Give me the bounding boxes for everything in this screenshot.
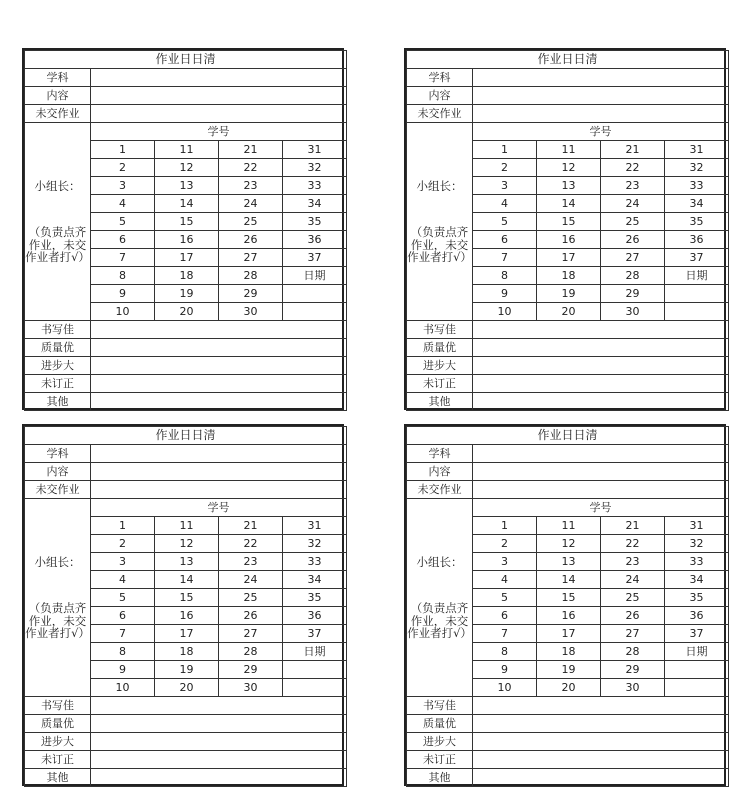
student-number: 19 bbox=[155, 661, 219, 679]
row-label: 内容 bbox=[25, 463, 91, 481]
student-number: 18 bbox=[537, 643, 601, 661]
blank-entry-cell bbox=[91, 733, 347, 751]
student-number: 4 bbox=[473, 571, 537, 589]
evaluation-row bbox=[25, 321, 347, 339]
student-number: 13 bbox=[155, 553, 219, 571]
student-number: 32 bbox=[283, 159, 347, 177]
evaluation-row bbox=[25, 769, 347, 787]
row-label: 未订正 bbox=[25, 375, 91, 393]
row-label: 书写佳 bbox=[25, 697, 91, 715]
evaluation-row bbox=[25, 751, 347, 769]
row-label: 其他 bbox=[407, 769, 473, 787]
student-number: 37 bbox=[665, 625, 729, 643]
empty-number-cell bbox=[283, 303, 347, 321]
student-number: 10 bbox=[91, 679, 155, 697]
student-number: 15 bbox=[537, 589, 601, 607]
blank-entry-cell bbox=[91, 463, 347, 481]
blank-entry-cell bbox=[473, 339, 729, 357]
group-leader-note: （负责点齐作业，未交作业者打√） bbox=[25, 601, 90, 640]
student-number: 22 bbox=[601, 535, 665, 553]
evaluation-row bbox=[407, 751, 729, 769]
sheet-title: 作业日日清 bbox=[407, 427, 729, 445]
student-number-header-row bbox=[25, 123, 347, 141]
info-row bbox=[407, 69, 729, 87]
date-label: 日期 bbox=[665, 643, 729, 661]
student-number: 33 bbox=[665, 177, 729, 195]
row-label: 进步大 bbox=[407, 733, 473, 751]
group-leader-label: 小组长： bbox=[34, 555, 81, 570]
student-number: 13 bbox=[537, 177, 601, 195]
student-number: 20 bbox=[537, 679, 601, 697]
student-number: 28 bbox=[601, 267, 665, 285]
sheet-title: 作业日日清 bbox=[25, 51, 347, 69]
student-number: 27 bbox=[219, 249, 283, 267]
student-number: 30 bbox=[601, 679, 665, 697]
info-row bbox=[407, 481, 729, 499]
blank-entry-cell bbox=[91, 769, 347, 787]
row-label: 学科 bbox=[407, 445, 473, 463]
student-number: 24 bbox=[601, 195, 665, 213]
blank-entry-cell bbox=[91, 751, 347, 769]
student-number: 7 bbox=[91, 249, 155, 267]
row-label: 内容 bbox=[407, 463, 473, 481]
student-number: 25 bbox=[601, 589, 665, 607]
student-number: 14 bbox=[537, 195, 601, 213]
student-number: 3 bbox=[473, 553, 537, 571]
homework-sheet bbox=[404, 48, 726, 410]
empty-number-cell bbox=[665, 679, 729, 697]
student-number: 11 bbox=[155, 517, 219, 535]
group-leader-label: 小组长： bbox=[416, 555, 463, 570]
blank-entry-cell bbox=[473, 105, 729, 123]
row-label: 学科 bbox=[25, 69, 91, 87]
row-label: 质量优 bbox=[407, 715, 473, 733]
student-number: 31 bbox=[283, 517, 347, 535]
student-number: 36 bbox=[283, 231, 347, 249]
student-number: 5 bbox=[473, 213, 537, 231]
blank-entry-cell bbox=[473, 769, 729, 787]
student-number: 18 bbox=[155, 643, 219, 661]
blank-entry-cell bbox=[91, 393, 347, 411]
evaluation-row bbox=[407, 357, 729, 375]
student-number: 3 bbox=[91, 177, 155, 195]
student-number: 27 bbox=[219, 625, 283, 643]
student-number: 30 bbox=[601, 303, 665, 321]
student-number: 18 bbox=[537, 267, 601, 285]
student-number: 4 bbox=[91, 571, 155, 589]
row-label: 书写佳 bbox=[407, 321, 473, 339]
student-number: 10 bbox=[91, 303, 155, 321]
row-label: 质量优 bbox=[25, 715, 91, 733]
blank-entry-cell bbox=[473, 733, 729, 751]
student-number-header: 学号 bbox=[473, 123, 729, 141]
student-number: 7 bbox=[91, 625, 155, 643]
sheet-table bbox=[406, 50, 729, 411]
student-number: 24 bbox=[219, 195, 283, 213]
student-number-header-row bbox=[25, 499, 347, 517]
student-number: 4 bbox=[473, 195, 537, 213]
student-number: 26 bbox=[219, 607, 283, 625]
student-number: 7 bbox=[473, 249, 537, 267]
row-label: 进步大 bbox=[25, 357, 91, 375]
student-number: 36 bbox=[283, 607, 347, 625]
student-number: 17 bbox=[155, 625, 219, 643]
student-number: 9 bbox=[91, 661, 155, 679]
student-number: 33 bbox=[665, 553, 729, 571]
title-row bbox=[407, 51, 729, 69]
row-label: 未交作业 bbox=[407, 105, 473, 123]
info-row bbox=[25, 69, 347, 87]
student-number: 29 bbox=[219, 661, 283, 679]
student-number: 30 bbox=[219, 679, 283, 697]
evaluation-row bbox=[407, 715, 729, 733]
student-number: 35 bbox=[283, 213, 347, 231]
evaluation-row bbox=[25, 357, 347, 375]
student-number: 23 bbox=[219, 553, 283, 571]
sheet-title: 作业日日清 bbox=[25, 427, 347, 445]
blank-entry-cell bbox=[91, 481, 347, 499]
student-number: 22 bbox=[219, 535, 283, 553]
student-number: 4 bbox=[91, 195, 155, 213]
blank-entry-cell bbox=[91, 105, 347, 123]
student-number: 12 bbox=[537, 159, 601, 177]
student-number: 23 bbox=[219, 177, 283, 195]
row-label: 书写佳 bbox=[407, 697, 473, 715]
homework-sheet bbox=[22, 424, 344, 786]
student-number: 29 bbox=[219, 285, 283, 303]
student-number: 12 bbox=[155, 535, 219, 553]
student-number: 12 bbox=[537, 535, 601, 553]
blank-entry-cell bbox=[473, 751, 729, 769]
student-number: 25 bbox=[219, 213, 283, 231]
student-number: 2 bbox=[91, 159, 155, 177]
homework-sheet bbox=[404, 424, 726, 786]
student-number: 32 bbox=[283, 535, 347, 553]
blank-entry-cell bbox=[91, 715, 347, 733]
empty-number-cell bbox=[665, 285, 729, 303]
blank-entry-cell bbox=[473, 87, 729, 105]
student-number: 8 bbox=[473, 643, 537, 661]
blank-entry-cell bbox=[473, 69, 729, 87]
student-number: 20 bbox=[537, 303, 601, 321]
sheet-title: 作业日日清 bbox=[407, 51, 729, 69]
evaluation-row bbox=[407, 697, 729, 715]
row-label: 未交作业 bbox=[25, 481, 91, 499]
info-row bbox=[407, 445, 729, 463]
student-number: 33 bbox=[283, 553, 347, 571]
student-number: 22 bbox=[601, 159, 665, 177]
student-number: 9 bbox=[473, 285, 537, 303]
info-row bbox=[407, 463, 729, 481]
student-number: 9 bbox=[473, 661, 537, 679]
student-number: 28 bbox=[601, 643, 665, 661]
blank-entry-cell bbox=[91, 87, 347, 105]
student-number: 27 bbox=[601, 249, 665, 267]
row-label: 未订正 bbox=[407, 751, 473, 769]
row-label: 其他 bbox=[407, 393, 473, 411]
blank-entry-cell bbox=[91, 339, 347, 357]
row-label: 内容 bbox=[25, 87, 91, 105]
student-number: 16 bbox=[155, 607, 219, 625]
info-row bbox=[25, 481, 347, 499]
student-number: 11 bbox=[537, 517, 601, 535]
row-label: 其他 bbox=[25, 769, 91, 787]
student-number: 28 bbox=[219, 643, 283, 661]
student-number: 8 bbox=[473, 267, 537, 285]
evaluation-row bbox=[25, 393, 347, 411]
student-number: 35 bbox=[665, 589, 729, 607]
student-number: 16 bbox=[537, 607, 601, 625]
group-leader-cell bbox=[25, 123, 91, 321]
empty-number-cell bbox=[283, 661, 347, 679]
title-row bbox=[25, 427, 347, 445]
student-number: 21 bbox=[601, 517, 665, 535]
info-row bbox=[25, 105, 347, 123]
student-number: 25 bbox=[219, 589, 283, 607]
title-row bbox=[25, 51, 347, 69]
group-leader-note: （负责点齐作业，未交作业者打√） bbox=[407, 601, 472, 640]
evaluation-row bbox=[407, 393, 729, 411]
student-number-header: 学号 bbox=[473, 499, 729, 517]
student-number: 21 bbox=[219, 517, 283, 535]
evaluation-row bbox=[25, 375, 347, 393]
student-number: 17 bbox=[155, 249, 219, 267]
info-row bbox=[407, 105, 729, 123]
student-number: 36 bbox=[665, 607, 729, 625]
evaluation-row bbox=[407, 769, 729, 787]
blank-entry-cell bbox=[473, 321, 729, 339]
student-number: 37 bbox=[283, 249, 347, 267]
row-label: 质量优 bbox=[25, 339, 91, 357]
student-number: 23 bbox=[601, 553, 665, 571]
student-number: 16 bbox=[155, 231, 219, 249]
sheet-table bbox=[24, 426, 347, 787]
student-number: 1 bbox=[473, 141, 537, 159]
student-number: 13 bbox=[155, 177, 219, 195]
evaluation-row bbox=[25, 733, 347, 751]
student-number: 34 bbox=[283, 195, 347, 213]
student-number: 11 bbox=[155, 141, 219, 159]
student-number: 34 bbox=[665, 571, 729, 589]
info-row bbox=[407, 87, 729, 105]
student-number: 2 bbox=[473, 159, 537, 177]
student-number: 31 bbox=[665, 517, 729, 535]
student-number: 13 bbox=[537, 553, 601, 571]
student-number: 1 bbox=[473, 517, 537, 535]
student-number: 2 bbox=[91, 535, 155, 553]
homework-sheet bbox=[22, 48, 344, 410]
empty-number-cell bbox=[665, 661, 729, 679]
student-number-header-row bbox=[407, 499, 729, 517]
empty-number-cell bbox=[665, 303, 729, 321]
blank-entry-cell bbox=[473, 375, 729, 393]
student-number: 37 bbox=[665, 249, 729, 267]
group-leader-cell bbox=[407, 499, 473, 697]
student-number: 6 bbox=[473, 231, 537, 249]
student-number: 29 bbox=[601, 285, 665, 303]
student-number: 31 bbox=[283, 141, 347, 159]
sheet-table bbox=[406, 426, 729, 787]
evaluation-row bbox=[407, 339, 729, 357]
student-number: 32 bbox=[665, 159, 729, 177]
blank-entry-cell bbox=[473, 463, 729, 481]
student-number: 25 bbox=[601, 213, 665, 231]
student-number: 30 bbox=[219, 303, 283, 321]
evaluation-row bbox=[25, 697, 347, 715]
date-label: 日期 bbox=[283, 267, 347, 285]
row-label: 未订正 bbox=[407, 375, 473, 393]
student-number: 2 bbox=[473, 535, 537, 553]
student-number: 14 bbox=[155, 571, 219, 589]
row-label: 其他 bbox=[25, 393, 91, 411]
student-number: 9 bbox=[91, 285, 155, 303]
blank-entry-cell bbox=[473, 715, 729, 733]
student-number: 19 bbox=[537, 661, 601, 679]
student-number: 21 bbox=[219, 141, 283, 159]
student-number: 37 bbox=[283, 625, 347, 643]
group-leader-label: 小组长： bbox=[416, 179, 463, 194]
student-number: 35 bbox=[283, 589, 347, 607]
student-number: 17 bbox=[537, 249, 601, 267]
blank-entry-cell bbox=[91, 375, 347, 393]
group-leader-label: 小组长： bbox=[34, 179, 81, 194]
student-number: 6 bbox=[473, 607, 537, 625]
student-number: 12 bbox=[155, 159, 219, 177]
row-label: 未订正 bbox=[25, 751, 91, 769]
student-number: 6 bbox=[91, 607, 155, 625]
group-leader-note: （负责点齐作业，未交作业者打√） bbox=[25, 225, 90, 264]
student-number: 3 bbox=[91, 553, 155, 571]
blank-entry-cell bbox=[91, 321, 347, 339]
student-number: 16 bbox=[537, 231, 601, 249]
sheet-table bbox=[24, 50, 347, 411]
student-number: 15 bbox=[155, 213, 219, 231]
row-label: 进步大 bbox=[25, 733, 91, 751]
blank-entry-cell bbox=[473, 697, 729, 715]
date-label: 日期 bbox=[665, 267, 729, 285]
empty-number-cell bbox=[283, 679, 347, 697]
empty-number-cell bbox=[283, 285, 347, 303]
evaluation-row bbox=[25, 339, 347, 357]
student-number: 32 bbox=[665, 535, 729, 553]
student-number: 8 bbox=[91, 643, 155, 661]
student-number: 27 bbox=[601, 625, 665, 643]
student-number: 1 bbox=[91, 141, 155, 159]
row-label: 进步大 bbox=[407, 357, 473, 375]
student-number: 5 bbox=[473, 589, 537, 607]
student-number: 33 bbox=[283, 177, 347, 195]
blank-entry-cell bbox=[91, 69, 347, 87]
group-leader-note: （负责点齐作业，未交作业者打√） bbox=[407, 225, 472, 264]
info-row bbox=[25, 87, 347, 105]
student-number: 18 bbox=[155, 267, 219, 285]
row-label: 质量优 bbox=[407, 339, 473, 357]
student-number-header: 学号 bbox=[91, 499, 347, 517]
student-number: 22 bbox=[219, 159, 283, 177]
evaluation-row bbox=[407, 375, 729, 393]
student-number-header: 学号 bbox=[91, 123, 347, 141]
student-number: 36 bbox=[665, 231, 729, 249]
student-number: 26 bbox=[601, 231, 665, 249]
blank-entry-cell bbox=[473, 445, 729, 463]
info-row bbox=[25, 463, 347, 481]
student-number: 1 bbox=[91, 517, 155, 535]
student-number: 19 bbox=[155, 285, 219, 303]
blank-entry-cell bbox=[91, 357, 347, 375]
student-number: 7 bbox=[473, 625, 537, 643]
student-number: 21 bbox=[601, 141, 665, 159]
row-label: 书写佳 bbox=[25, 321, 91, 339]
student-number: 3 bbox=[473, 177, 537, 195]
student-number: 35 bbox=[665, 213, 729, 231]
evaluation-row bbox=[25, 715, 347, 733]
student-number: 19 bbox=[537, 285, 601, 303]
blank-entry-cell bbox=[91, 445, 347, 463]
student-number-header-row bbox=[407, 123, 729, 141]
student-number: 14 bbox=[537, 571, 601, 589]
student-number: 5 bbox=[91, 589, 155, 607]
blank-entry-cell bbox=[473, 357, 729, 375]
student-number: 14 bbox=[155, 195, 219, 213]
evaluation-row bbox=[407, 733, 729, 751]
info-row bbox=[25, 445, 347, 463]
student-number: 15 bbox=[155, 589, 219, 607]
evaluation-row bbox=[407, 321, 729, 339]
row-label: 未交作业 bbox=[407, 481, 473, 499]
student-number: 8 bbox=[91, 267, 155, 285]
student-number: 6 bbox=[91, 231, 155, 249]
blank-entry-cell bbox=[473, 481, 729, 499]
student-number: 15 bbox=[537, 213, 601, 231]
student-number: 26 bbox=[219, 231, 283, 249]
student-number: 34 bbox=[665, 195, 729, 213]
student-number: 10 bbox=[473, 303, 537, 321]
student-number: 10 bbox=[473, 679, 537, 697]
student-number: 34 bbox=[283, 571, 347, 589]
blank-entry-cell bbox=[473, 393, 729, 411]
student-number: 11 bbox=[537, 141, 601, 159]
student-number: 23 bbox=[601, 177, 665, 195]
student-number: 24 bbox=[219, 571, 283, 589]
student-number: 20 bbox=[155, 303, 219, 321]
title-row bbox=[407, 427, 729, 445]
group-leader-cell bbox=[25, 499, 91, 697]
student-number: 17 bbox=[537, 625, 601, 643]
student-number: 29 bbox=[601, 661, 665, 679]
row-label: 学科 bbox=[407, 69, 473, 87]
row-label: 未交作业 bbox=[25, 105, 91, 123]
row-label: 学科 bbox=[25, 445, 91, 463]
student-number: 26 bbox=[601, 607, 665, 625]
student-number: 31 bbox=[665, 141, 729, 159]
student-number: 28 bbox=[219, 267, 283, 285]
group-leader-cell bbox=[407, 123, 473, 321]
blank-entry-cell bbox=[91, 697, 347, 715]
student-number: 5 bbox=[91, 213, 155, 231]
student-number: 20 bbox=[155, 679, 219, 697]
date-label: 日期 bbox=[283, 643, 347, 661]
row-label: 内容 bbox=[407, 87, 473, 105]
student-number: 24 bbox=[601, 571, 665, 589]
